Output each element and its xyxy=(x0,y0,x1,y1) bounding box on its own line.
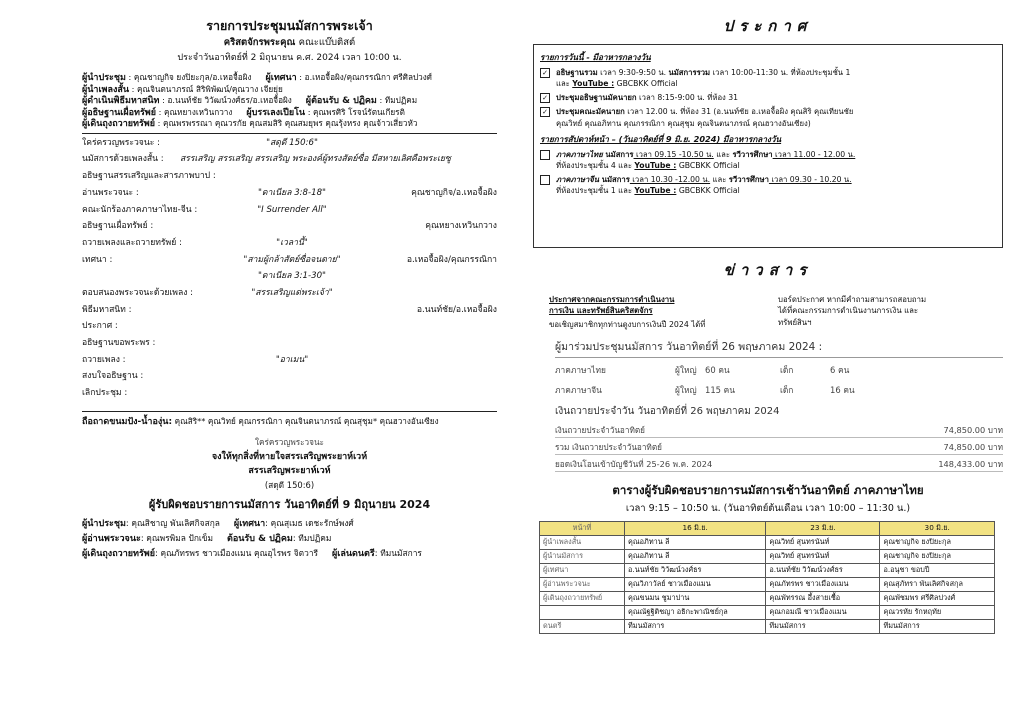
person-entry xyxy=(227,533,331,543)
person-name: : คุณพรศิริ โรจน์รัตนเกียรติ xyxy=(305,106,405,117)
communion-servers xyxy=(82,416,497,428)
offering-label: รวม เงินถวายประจำวันอาทิตย์ xyxy=(555,441,662,452)
duty-table-cell: คุณอภิทาน ลี xyxy=(625,549,766,563)
service-item-detail: สรรเสริญ สรรเสริญ สรรเสริญ พระองค์ผู้ทรงสัตย์ซื่อ มีสหายเลิศคือพระเยซู xyxy=(180,154,451,165)
person-name: : คุณสิชาญ พันเลิศกิจสกุล xyxy=(125,517,220,528)
service-item-detail: "อาเมน" xyxy=(275,354,309,365)
next-week-item-text xyxy=(556,149,855,171)
duty-table-row xyxy=(540,605,995,619)
duty-table-header-cell: 16 มิ.ย. xyxy=(625,521,766,535)
today-item-time: เวลา 8:15-9:00 น. ที่ห้อง 31 xyxy=(636,93,739,103)
people-row xyxy=(82,95,497,107)
offering-label: เงินถวายประจำวันอาทิตย์ xyxy=(555,424,645,435)
person-name: : ทีมปฏิคม xyxy=(292,532,332,543)
next-week-item-worship: นมัสการ xyxy=(599,175,630,185)
checkbox-empty-icon xyxy=(540,175,550,185)
today-item-lead: อธิษฐานรวม xyxy=(556,68,598,77)
offering-label: ยอดเงินโอนเข้าบัญชีวันที่ 25-26 พ.ค. 2024 xyxy=(555,458,713,469)
person-entry xyxy=(306,95,417,105)
service-item-leader: อ.นนท์ชัย/อ.เหอจื้อผิง xyxy=(416,304,497,315)
service-date: ประจำวันอาทิตย์ที่ 2 มิถุนายน ค.ศ. 2024 เวลา 10:00 น. xyxy=(177,52,402,63)
duty-table-cell: คุณภัทรพร ชาวเมืองแมน xyxy=(766,577,880,591)
attendance-child-label: เด็ก xyxy=(780,384,794,395)
next-week-item-text xyxy=(556,174,852,196)
person-entry xyxy=(82,107,232,117)
duty-table-cell: ดนตรี xyxy=(540,619,625,633)
service-item xyxy=(82,255,497,272)
duty-table-cell: อ.นนท์ชัย วิวัฒน์วงศ์ธร xyxy=(625,563,766,577)
service-item-detail: "สดุดี 150:6" xyxy=(266,137,318,148)
person-entry xyxy=(332,548,422,558)
service-item xyxy=(82,238,497,255)
person-entry xyxy=(82,533,213,543)
finance-news-left xyxy=(549,294,754,330)
duty-table-row xyxy=(540,535,995,549)
youtube-channel: GBCBKK Official xyxy=(676,186,740,196)
church-name-sub: คณะแบ๊บติสต์ xyxy=(298,37,356,49)
duty-table-subtitle: เวลา 9:15 – 10:50 น. (วันอาทิตย์ต้นเดือน เวลา 10:00 – 11:30 น.) xyxy=(625,502,911,514)
today-item xyxy=(540,106,996,128)
person-role: ต้อนรับ & ปฏิคม xyxy=(227,533,293,544)
today-item-line-2-pre: และ xyxy=(556,79,573,89)
service-item-label: คณะนักร้องภาคภาษาไทย-จีน : xyxy=(82,204,198,215)
next-week-item-lead: ภาคภาษาไทย xyxy=(556,149,603,159)
service-item xyxy=(82,171,497,188)
person-entry xyxy=(82,118,417,128)
person-name: : คุณหยางเหวินกวาง xyxy=(156,106,233,117)
duty-table-cell: ผู้เทศนา xyxy=(540,563,625,577)
next-week-item xyxy=(540,174,996,196)
verse-reference: (สดุดี 150:6) xyxy=(264,480,315,491)
duty-table-cell: อ.อนุชา ขอบปี xyxy=(880,563,995,577)
youtube-channel: GBCBKK Official xyxy=(614,79,678,89)
service-item-detail: "I Surrender All" xyxy=(257,204,327,215)
duty-table-cell: คุณอภิทาน ลี xyxy=(625,535,766,549)
service-item-label: เลิกประชุม : xyxy=(82,388,128,399)
service-item xyxy=(82,355,497,372)
person-entry xyxy=(82,72,252,82)
people-row xyxy=(82,84,497,96)
offering-row xyxy=(555,438,1003,455)
duty-table xyxy=(539,521,995,634)
duty-table-cell: ผู้นำนมัสการ xyxy=(540,549,625,563)
duty-table-cell: คุณวิภาวัลย์ ชาวเมืองแมน xyxy=(625,577,766,591)
today-item-line-2 xyxy=(556,118,853,129)
person-role: ผู้นำประชุม xyxy=(82,73,126,84)
duty-table-row xyxy=(540,549,995,563)
service-item-label: พิธีมหาสนิท : xyxy=(82,304,132,315)
communion-servers-value: คุณสิริ** คุณวิทย์ คุณกรรณิกา คุณจินตนาภรณ์ คุณสุชุม* คุณฮวางอันเซียง xyxy=(172,415,439,426)
offering-title: เงินถวายประจำวัน วันอาทิตย์ที่ 26 พฤษภาคม 2024 xyxy=(555,405,780,417)
attendance-adult-count: 60 คน xyxy=(705,364,730,375)
today-item-line-2 xyxy=(556,78,850,89)
today-item-text xyxy=(556,92,738,103)
person-name: : คุณพรพรรณา คุณวรกัย คุณสมสิริ คุณสมยุพร คุณรุ้งหรง คุณจ้าวเสี่ยวหัว xyxy=(155,118,418,129)
duty-table-cell: ผู้นำเพลงสั้น xyxy=(540,535,625,549)
next-week-item-line-2 xyxy=(556,185,852,196)
person-name: : คุณภัทรพร ชาวเมืองแมน คุณอุไรพร จิตวารี xyxy=(155,547,319,558)
service-item-label: ตอบสนองพระวจนะด้วยเพลง : xyxy=(82,287,194,298)
youtube-link: YouTube : xyxy=(634,160,677,170)
service-item-label: อ่านพระวจนะ : xyxy=(82,187,139,198)
duty-table-row xyxy=(540,577,995,591)
service-item-label: เทศนา : xyxy=(82,254,113,265)
person-entry xyxy=(266,72,432,82)
today-item-lead-2: นมัสการรวม xyxy=(668,68,711,77)
duty-table-cell: คุณชาญกิจ ยงปิยะกุล xyxy=(880,549,995,563)
service-item xyxy=(82,205,497,222)
service-title: รายการประชุมนมัสการพระเจ้า xyxy=(206,18,373,33)
service-item-label: อธิษฐานสรรเสริญและสารภาพบาป : xyxy=(82,171,216,182)
person-role: ผู้ต้อนรับ & ปฏิคม xyxy=(305,96,377,107)
today-item-line xyxy=(556,92,738,103)
person-entry xyxy=(246,107,405,117)
today-item-lead: ประชุมคณะมัคนายก xyxy=(556,107,625,117)
service-item xyxy=(82,188,497,205)
duty-table-header-cell: 30 มิ.ย. xyxy=(880,521,995,535)
person-entry xyxy=(234,518,354,528)
today-item-time: เวลา 12.00 น. ที่ห้อง 31 (อ.นนท์ชัย อ.เหอจื้อผิง คุณสิริ คุณเทียนชัย xyxy=(624,107,854,117)
verse-intro: ใคร่ครวญพระวจนะ xyxy=(255,437,324,448)
next-week-item-room: ที่ห้องประชุมชั้น 4 และ xyxy=(556,160,635,170)
next-week-item xyxy=(540,149,996,171)
service-item xyxy=(82,271,497,288)
offering-amount: 74,850.00 บาท xyxy=(943,441,1003,452)
checkbox-empty-icon xyxy=(540,150,550,160)
service-item-detail: "สามผู้กล้าสัตย์ซื่อจนตาย" xyxy=(243,254,341,265)
service-item xyxy=(82,321,497,338)
announcements-heading: ประกาศ xyxy=(723,17,813,35)
today-item xyxy=(540,67,996,89)
duty-table-header-cell: 23 มิ.ย. xyxy=(766,521,880,535)
duty-table-cell: คุณขนมน ชูมาปาน xyxy=(625,591,766,605)
person-role: ผู้เล่นดนตรี xyxy=(332,548,375,559)
next-people-row xyxy=(82,548,497,563)
person-name: : คุณชาญกิจ ยงปิยะกุล/อ.เหอจื้อผิง xyxy=(125,72,252,83)
service-item-leader: คุณหยางเหวินกวาง xyxy=(425,221,497,232)
today-item-time: เวลา 9:30-9:50 น. xyxy=(597,68,669,77)
duty-table-row xyxy=(540,591,995,605)
service-item-label: สงบใจอธิษฐาน : xyxy=(82,371,144,382)
next-week-item-sunday-school: รวีวารศึกษา xyxy=(728,175,769,185)
checkbox-checked-icon: ✓ xyxy=(540,93,550,103)
order-of-service-column xyxy=(82,12,497,722)
checkbox-checked-icon: ✓ xyxy=(540,107,550,117)
attendance-section xyxy=(555,338,1003,472)
order-of-service xyxy=(82,138,497,405)
attendance-child-count: 6 คน xyxy=(830,364,850,375)
checkbox-checked-icon: ✓ xyxy=(540,68,550,78)
today-item-time-2: เวลา 10:00-11:30 น. ที่ห้องประชุมชั้น 1 xyxy=(710,68,851,77)
service-item xyxy=(82,154,497,171)
person-role: ผู้เดินถุงถวายทรัพย์ xyxy=(82,119,155,130)
duty-table-title: ตารางผู้รับผิดชอบรายการนมัสการเช้าวันอาทิตย์ ภาคภาษาไทย xyxy=(612,482,924,497)
duty-table-header-cell: หน้าที่ xyxy=(540,521,625,535)
today-heading: รายการวันนี้ - มีอาหารกลางวัน xyxy=(540,52,651,62)
service-item-detail: "เวลานี้" xyxy=(276,237,308,248)
person-role: ผู้เทศนา xyxy=(265,73,297,84)
verse-line-1: จงให้ทุกสิ่งที่หายใจสรรเสริญพระยาห์เวห์ xyxy=(211,451,368,462)
service-item-label: ใคร่ครวญพระวจนะ : xyxy=(82,137,160,148)
attendance-adult-label: ผู้ใหญ่ xyxy=(675,364,697,375)
service-item-label: ถวายเพลงและถวายทรัพย์ : xyxy=(82,237,182,248)
person-name: : อ.เหอจื้อผิง/คุณกรรณิกา ศรีศิลปวงศ์ xyxy=(296,72,432,83)
person-role: ผู้บรรเลงเปียโน xyxy=(246,107,306,118)
duty-table-cell: คุณสุภัทรา พันเลิศกิจสกุล xyxy=(880,577,995,591)
service-item xyxy=(82,338,497,355)
person-name: : ทีมปฏิคม xyxy=(376,95,418,106)
news-heading: ข่าวสาร xyxy=(723,261,813,279)
duty-table-cell: ผู้อ่านพระวจนะ xyxy=(540,577,625,591)
service-item xyxy=(82,288,497,305)
duty-table-cell: คุณชาญกิจ ยงปิยะกุล xyxy=(880,535,995,549)
next-people-row xyxy=(82,533,497,548)
duty-table-cell xyxy=(540,605,625,619)
duty-table-cell: ทีมนมัสการ xyxy=(625,619,766,633)
person-entry xyxy=(82,548,318,558)
person-name: : คุณจินตนาภรณ์ สิริพิพัฒน์/คุณวาง เจียยุ่ย xyxy=(129,83,283,94)
duty-table-header xyxy=(540,521,995,535)
attendance-child-count: 16 คน xyxy=(830,384,855,395)
next-week-item-and: และ xyxy=(710,175,729,185)
person-role: ผู้นำเพลงสั้น xyxy=(82,84,130,95)
service-item-leader: อ.เหอจื้อผิง/คุณกรรณิกา xyxy=(406,254,497,265)
today-item-line xyxy=(556,67,850,78)
offering-row xyxy=(555,421,1003,438)
people-row xyxy=(82,107,497,119)
finance-news-right xyxy=(778,294,978,330)
service-item-detail: "ดาเนียล 3:8-18" xyxy=(257,187,327,198)
duty-table-cell: คุณวรหัย รักหฤทัย xyxy=(880,605,995,619)
today-item-text xyxy=(556,106,853,128)
duty-table-cell: ทีมนมัสการ xyxy=(880,619,995,633)
next-week-item-time: เวลา 10.30 -12.00 น. xyxy=(629,175,711,185)
duty-table-cell: คุณกอมณี ชาวเมืองแมน xyxy=(766,605,880,619)
attendance-row xyxy=(555,358,1003,378)
church-name xyxy=(82,37,497,49)
service-item-label: ประกาศ : xyxy=(82,321,118,332)
duty-table-cell: คุณณัฐฐิติชญา อธิกะพาณิชย์กุล xyxy=(625,605,766,619)
duty-table-cell: ทีมนมัสการ xyxy=(766,619,880,633)
person-entry xyxy=(82,95,292,105)
service-item-leader: คุณชาญกิจ/อ.เหอจื้อผิง xyxy=(411,187,497,198)
attendance-rows xyxy=(555,358,1003,398)
communion-servers-label: ถือถาดขนมปัง-น้ำองุ่น: xyxy=(82,416,173,427)
youtube-link: YouTube : xyxy=(572,79,615,89)
finance-news xyxy=(533,294,1003,330)
next-week-item-time-2: เวลา 09.30 - 10.20 น. xyxy=(768,175,852,185)
next-week-item-and: และ xyxy=(713,149,733,159)
duty-table-cell: คุณพัชมพร ศรีศิลปวงศ์ xyxy=(880,591,995,605)
service-item-detail: "ดาเนียล 3:1-30" xyxy=(257,271,327,282)
youtube-link: YouTube : xyxy=(634,186,677,196)
duty-table-row xyxy=(540,563,995,577)
people-row xyxy=(82,72,497,84)
attendance-title: ผู้มาร่วมประชุมนมัสการ วันอาทิตย์ที่ 26 พฤษภาคม 2024 : xyxy=(555,338,1003,358)
attendance-child-label: เด็ก xyxy=(780,364,794,375)
church-name-main: คริสตจักรพระคุณ xyxy=(223,37,296,49)
finance-news-right-line-3: ทรัพย์สินฯ xyxy=(778,317,812,327)
person-role: ผู้เทศนา xyxy=(233,518,266,529)
duty-table-cell: คุณวิทย์ สุนทรนันท์ xyxy=(766,535,880,549)
next-week-item-line xyxy=(556,149,855,160)
person-name: : คุณสุเมธ เดชะรักษ์พงศ์ xyxy=(265,517,354,528)
attendance-adult-count: 115 คน xyxy=(705,384,735,395)
attendance-adult-label: ผู้ใหญ่ xyxy=(675,384,697,395)
duty-table-cell: ผู้เดินถุงถวายทรัพย์ xyxy=(540,591,625,605)
next-week-item-worship: นมัสการ xyxy=(602,149,634,159)
divider xyxy=(82,411,497,412)
offering-amount: 74,850.00 บาท xyxy=(943,424,1003,435)
attendance-group: ภาคภาษาไทย xyxy=(555,364,606,375)
finance-news-right-line-1: บอร์ดประกาศ หากมีคำถามสามารถสอบถาม xyxy=(778,295,927,304)
announcements-column xyxy=(533,12,1003,722)
service-item-label: ถวายเพลง : xyxy=(82,354,126,365)
offering-row xyxy=(555,455,1003,472)
responsible-people xyxy=(82,72,497,130)
person-name: : คุณพรพิมล ปักเข็ม xyxy=(140,532,214,543)
person-role: ผู้อธิษฐานเผื่อทรัพย์ xyxy=(82,107,157,118)
person-role: ผู้นำประชุม xyxy=(82,518,126,529)
today-item-line-2-pre: คุณวิทย์ คุณอภิทาน คุณกรรณิกา คุณสุชุม คุณจินตนาภรณ์ คุณฮวางอันเซียง) xyxy=(556,118,811,128)
service-item xyxy=(82,221,497,238)
service-item-label: อธิษฐานขอพระพร : xyxy=(82,338,156,349)
next-people-row xyxy=(82,518,497,533)
finance-news-body: ขอเชิญสมาชิกทุกท่านดูงบการเงินปี 2024 ได้ที่ xyxy=(549,319,706,329)
attendance-row xyxy=(555,378,1003,398)
offering-rows xyxy=(555,421,1003,472)
service-item-label: นมัสการด้วยเพลงสั้น : xyxy=(82,154,164,165)
next-week-title: ผู้รับผิดชอบรายการนมัสการ วันอาทิตย์ที่ 9 มิถุนายน 2024 xyxy=(148,498,431,512)
attendance-group: ภาคภาษาจีน xyxy=(555,384,602,395)
person-entry xyxy=(82,84,283,94)
today-item-lead: ประชุมอธิษฐานมัคนายก xyxy=(556,93,637,103)
divider xyxy=(82,133,497,134)
service-item xyxy=(82,138,497,155)
today-item xyxy=(540,92,996,103)
next-week-item-time-2: เวลา 11.00 - 12.00 น. xyxy=(772,149,856,159)
next-week-item-lead: ภาคภาษาจีน xyxy=(556,175,600,185)
finance-news-heading-1: ประกาศจากคณะกรรมการดำเนินงาน xyxy=(549,295,675,304)
next-week-item-time: เวลา 09.15 -10.50 น. xyxy=(633,149,714,159)
next-week-item-sunday-school: รวีวารศึกษา xyxy=(732,149,773,159)
duty-table-cell: คุณพัทรรณ อึ้งสายเชื้อ xyxy=(766,591,880,605)
next-week-people xyxy=(82,518,497,563)
person-role: ผู้อ่านพระวจนะ xyxy=(82,533,141,544)
next-week-item-room: ที่ห้องประชุมชั้น 1 และ xyxy=(556,186,635,196)
person-role: ผู้ดำเนินพิธีมหาสนิท xyxy=(82,96,160,107)
finance-news-right-line-2: ได้ที่คณะกรรมการดำเนินงานการเงิน และ xyxy=(778,306,919,316)
youtube-channel: GBCBKK Official xyxy=(676,160,740,170)
service-item-detail: "สรรเสริญแด่พระเจ้า" xyxy=(251,287,333,298)
verse-line-2: สรรเสริญพระยาห์เวห์ xyxy=(248,465,331,476)
duty-table-cell: คุณวิทย์ สุนทรนันท์ xyxy=(766,549,880,563)
duty-table-row xyxy=(540,619,995,633)
finance-news-heading-2: การเงิน และทรัพย์สินคริสตจักร xyxy=(549,306,653,316)
person-name: : ทีมนมัสการ xyxy=(374,547,422,558)
service-item-label: อธิษฐานเผื่อทรัพย์ : xyxy=(82,221,154,232)
next-week-heading: รายการสัปดาห์หน้า – (วันอาทิตย์ที่ 9 มิ.ย. 2024) มีอาหารกลางวัน xyxy=(540,133,782,144)
service-item xyxy=(82,305,497,322)
people-row xyxy=(82,118,497,130)
offering-amount: 148,433.00 บาท xyxy=(938,458,1003,469)
today-items xyxy=(540,67,996,129)
person-role: ผู้เดินถุงถวายทรัพย์ xyxy=(82,548,155,559)
person-entry xyxy=(82,518,220,528)
next-week-item-line-2 xyxy=(556,160,855,171)
duty-table-cell: อ.นนท์ชัย วิวัฒน์วงศ์ธร xyxy=(766,563,880,577)
service-item xyxy=(82,388,497,405)
person-name: : อ.นนท์ชัย วิวัฒน์วงศ์ธร/อ.เหอจื้อผิง xyxy=(159,95,292,106)
announcements-box xyxy=(533,44,1003,248)
today-item-line xyxy=(556,106,853,117)
service-item xyxy=(82,371,497,388)
next-week-item-line xyxy=(556,174,852,185)
today-item-text xyxy=(556,67,850,89)
next-week-items xyxy=(540,149,996,197)
